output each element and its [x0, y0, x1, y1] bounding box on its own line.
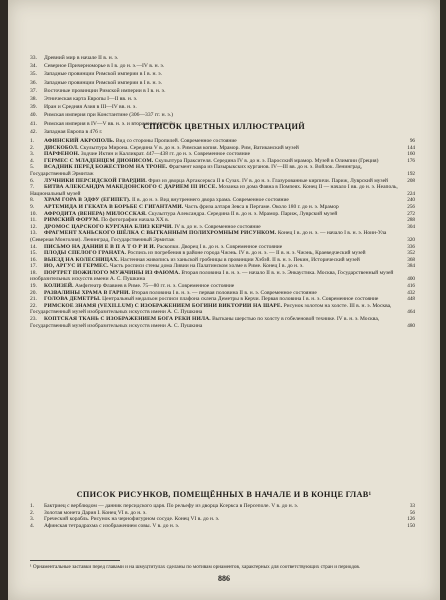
list-item: 3. Греческий корабль. Рисунок на чернофигурном сосуде. Конец VI в. до н. э. 126	[30, 516, 415, 523]
list-item: 2. ДИСКОБОЛ. Скульптура Мирона. Середина V в. до н. э. Римская копия. Мрамор. Рим, Ватиканский музей 144	[30, 144, 415, 151]
footnote-text: ¹ Орнаментальные заставки перед главами и на шмуцтитулах сделаны по мотивам орнаментов, характерных для соответствующих стран и периодов.	[30, 564, 361, 570]
list-item: 35. Западные провинции Римской империи в I в. н. э.	[30, 71, 163, 78]
list-item: 13. ФРАГМЕНТ ХАНЬСКОГО ШЁЛКА С ВЫТКАННЫМ ПОЛИХРОМНЫМ РИСУНКОМ. Конец I в. до н. э. — начало I в. н. э. Ноин-Ула (Северная Монголия). Ленинград, Государственный Эрмитаж 320	[30, 230, 415, 243]
list-item: 37. Восточные провинции Римской империи в I в. н. э.	[30, 87, 166, 94]
chapter-drawings-heading: СПИСОК РИСУНКОВ, ПОМЕЩЁННЫХ В НАЧАЛЕ И В КОНЦЕ ГЛАВ¹	[76, 490, 372, 499]
list-item: 14. ПИСЬМО НА ДАНИИ Е В П А Т О Р И И. Раскопки. Дворец I в. до н. э. Современное состояние 336	[30, 243, 415, 250]
list-item: 12. ДРОМОС ЦАРСКОГО КУРГАНА БЛИЗ КЕРЧИ. IV в. до н. э. Современное состояние 304	[30, 223, 415, 230]
list-item: 4. ГЕРМЕС С МЛАДЕНЦЕМ ДИОНИСОМ. Скульптура Праксителя. Середина IV в. до н. э. Паросский мрамор. Музей в Олимпии (Греция) 176	[30, 157, 415, 164]
list-item: 36. Западные провинции Римской империи в I в. н. э.	[30, 79, 163, 86]
list-item: 9. АРТЕМИДА И ГЕКАТА В БОРЬБЕ С ГИГАНТАМИ. Часть фриза алтаря Зевса в Пергаме. Около 180 г. до н. э. Мрамор 256	[30, 203, 415, 210]
list-item: 4. Афинская тетрадрахма с изображением совы. V в. до н. э. 150	[30, 522, 415, 529]
list-item: 7. БИТВА АЛЕКСАНДРА МАКЕДОНСКОГО С ДАРИЕМ III ИССЕ. Мозаика из дома Фавна в Помпеях. Конец II — начало I вв. до н. э. Неаполь, Национальный музей 224	[30, 184, 415, 197]
list-item: 40. Римская империя при Константине (306—337 гг. н. э.)	[30, 112, 174, 119]
list-item: 11. РИМСКИЙ ФОРУМ. По фотографии начала XX в. 288	[30, 217, 415, 224]
list-item: 33. Древний мир в начале II в. н. э.	[30, 55, 119, 61]
list-item: 19. КОЛИЗЕЙ. Амфитеатр Флавиев в Риме. 75—80 гг. н. э. Современное состояние 416	[30, 283, 415, 290]
list-item: 6. ЛУЧНИКИ ПЕРСИДСКОЙ ГВАРДИИ. Фриз из дворца Артаксеркса II в Сузах. IV в. до н. э. Глазурованные кирпичи. Париж, Луврский музей 208	[30, 177, 415, 184]
list-item: 3. ПАРФЕНОН. Зодчие Иктин и Калликрат. 447—438 гг. до н. э. Современное состояние 160	[30, 151, 415, 158]
list-item: 10. АФРОДИТА (ВЕНЕРА) МИЛОССКАЯ. Скульптура Александра. Середина II в. до н. э. Мрамор. Париж, Луврский музей 272	[30, 210, 415, 217]
color-illustrations-heading: СПИСОК ЦВЕТНЫХ ИЛЛЮСТРАЦИЙ	[142, 122, 305, 131]
list-item: 18. ПОРТРЕТ ПОЖИЛОГО МУЖЧИНЫ ИЗ ФАЮМА. Вторая половина I в. н. э. — начало II в. н. э. Энкаустика. Москва, Государственный музей изобразительных искусств имени А. С. Пушкина 400	[30, 269, 415, 283]
footnote-rule	[30, 560, 120, 561]
list-item: 1. Бактриец с верблюдом — данник персидского царя. По рельефу из дворца Ксеркса в Персеполе. V в. до н. э. 33	[30, 503, 415, 509]
list-item: 41. Римская империя в IV—V вв. н. э. и вторжения племён	[30, 120, 176, 127]
list-item: 39. Иран и Средняя Азия в III—IV вв. н. э.	[30, 104, 137, 111]
list-item: 20. РАЗВАЛИНЫ ХРАМА В ГАРНИ. Вторая половина I в. н. э. — первая половина II в. н. э. Современное состояние 432	[30, 289, 415, 296]
list-item: 17. ИО, АРГУС И ГЕРМЕС. Часть росписи стены дома Ливии на Палатинском холме в Риме. Конец I в. до н. э. 384	[30, 263, 415, 270]
list-item: 16. ВЫЕЗД НА КОЛЕСНИЦАХ. Настенная живопись из ханьской гробницы в провинции Хэбэй. II в. н. э. Пекин, Исторический музей 368	[30, 256, 415, 263]
list-item: 38. Этническая карта Европы I—II вв. н. э.	[30, 96, 138, 103]
footnote	[30, 560, 415, 570]
list-item: 5. ВСАДНИК ПЕРЕД БОЖЕСТВОМ НА ТРОНЕ. Фрагмент ковра из Пазырыкских курганов. IV—III вв. до н. э. Войлок. Ленинград, Государственный Эрмитаж 192	[30, 164, 415, 177]
list-item: 1. АФИНСКИЙ АКРОПОЛЬ. Вид со стороны Пропилей. Современное состояние 96	[30, 138, 415, 144]
list-item: 23. КОПТСКАЯ ТКАНЬ С ИЗОБРАЖЕНИЕМ БОГА РЕКИ НИЛА. Вытканы шерстью по холсту в гобеленовой технике. IV в. н. э. Москва, Государственный музей изобразительных искусств имени А. С. Пушкина 480	[30, 316, 415, 329]
list-item: 8. ХРАМ ГОРА В ЭДФУ (ЕГИПЕТ). II в. до н. э. Вид внутреннего двора храма. Современное состояние 240	[30, 197, 415, 204]
list-item: 21. ГОЛОВА ДЕМЕТРЫ. Центральный медальон росписи плафона склепа Деметры в Керчи. Первая половина I в. н. э. Современное состояние 448	[30, 296, 415, 303]
page-number: 886	[218, 574, 230, 583]
list-item: 15. ПЛОДЫ СПЕЛОГО ГРАНАТА. Роспись из погребения в районе города Чжэнь. IV в. до н. э. — II в. н. э. Чжэнь, Краеведческий музей 352	[30, 250, 415, 257]
chapter-drawings-list	[30, 503, 415, 529]
color-illustrations-list	[30, 138, 415, 329]
list-item: 2. Золотая монета Дария I. Конец VI в. до н. э. 56	[30, 509, 415, 516]
book-page	[8, 0, 440, 600]
list-item: 22. РИМСКОЕ ЗНАМЯ (VEXILLUM) С ИЗОБРАЖЕНИЕМ БОГИНИ ВИКТОРИИ НА ШАРЕ. Рисунок золотом на холсте. III в. н. э. Москва, Государственный музей изобразительных искусств имени А. С. Пушкина 464	[30, 302, 415, 316]
list-item: 42. Западная Европа в 476 г.	[30, 128, 103, 135]
list-item: 34. Северное Причерноморье в I в. до н. э.—IV в. н. э.	[30, 63, 165, 70]
